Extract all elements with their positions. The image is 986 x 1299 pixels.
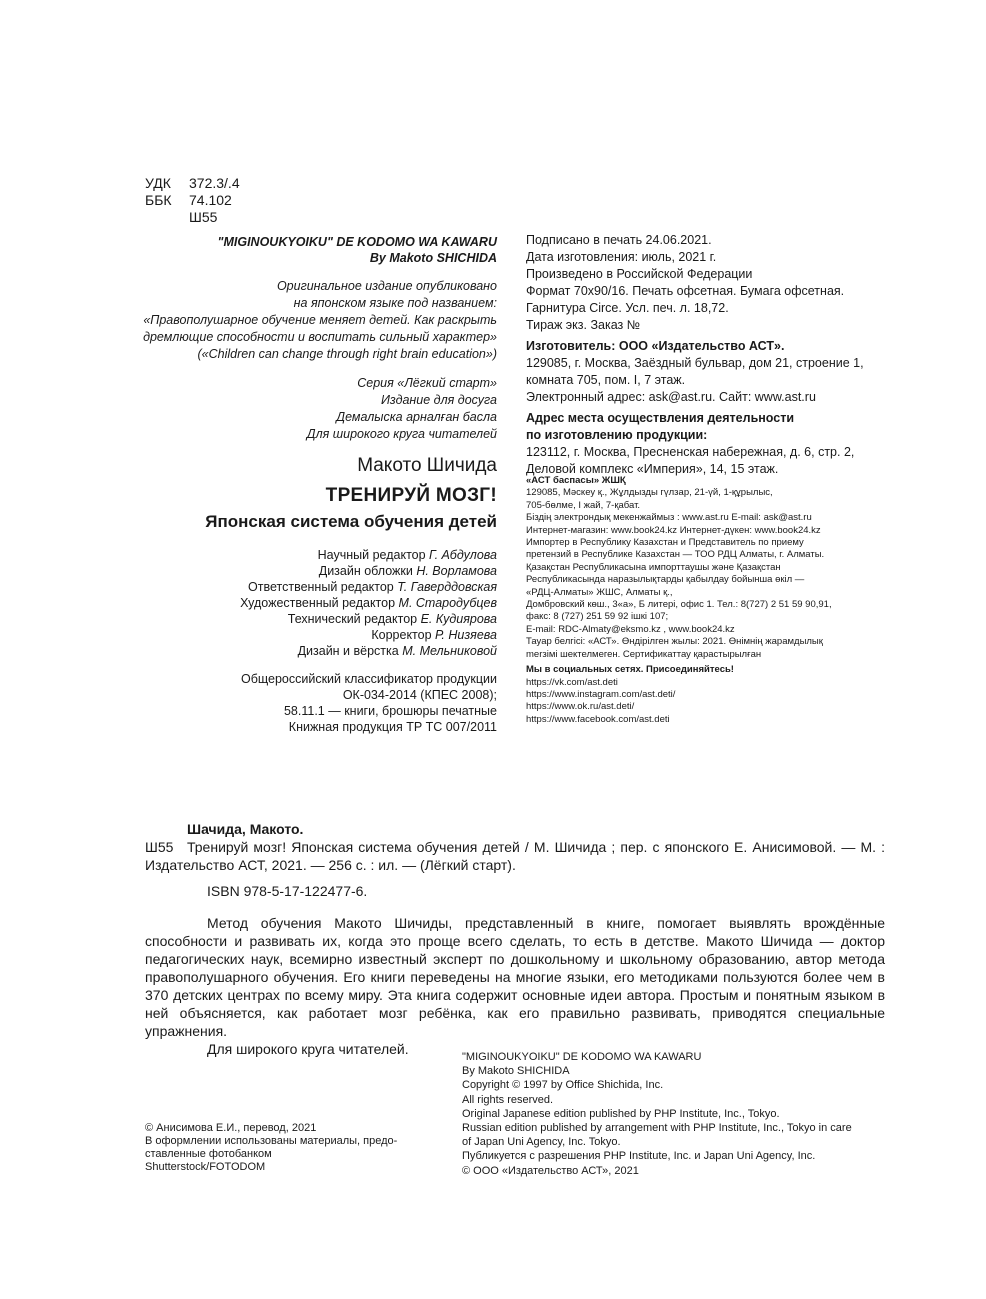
card-code: Ш55 <box>145 839 174 855</box>
original-author: By Makoto SHICHIDA <box>369 251 497 265</box>
card-entry <box>145 838 885 874</box>
book-title: ТРЕНИРУЙ МОЗГ! <box>325 485 497 506</box>
kz-heading: «АСТ баспасы» ЖШҚ <box>526 475 626 486</box>
production-info: Подписано в печать 24.06.2021. Дата изготовления: июль, 2021 г. Произведено в Российской Федерации Формат 70x90/16. Печать офсетная. Бумага офсетная. Гарнитура Circe. Усл. печ. л. 18,72. Тираж экз. Заказ № Изготовитель: ООО «Издательство АСТ». 129085, г. Москва, Заёздный бульвар, дом 21, строение 1, комната 705, пом. I, 7 этаж. Электронный адрес: ask@ast.ru. Сайт: www.ast.ru Адрес места осуществления деятельности по изготовлению продукции: 123112, г. Москва, Пресненская набережная, д. 6, стр. 2, Деловой комплекс «Империя», 14, 15 этаж. <box>526 232 906 478</box>
card-author: Шачида, Макото. <box>187 821 304 837</box>
social-link-instagram: https://www.instagram.com/ast.deti/ <box>526 688 676 700</box>
manufacturer-contacts: Электронный адрес: ask@ast.ru. Сайт: www.ast.ru <box>526 390 816 404</box>
staff-row: Корректор Р. Низяева <box>371 628 497 642</box>
social-link-ok: https://www.ok.ru/ast.deti/ <box>526 701 635 713</box>
staff-row: Дизайн обложки Н. Ворламова <box>318 564 497 578</box>
kazakhstan-info: «АСТ баспасы» ЖШҚ 129085, Мәскеу қ., Жұлдызды гүлзар, 21-үй, 1-құрылыс, 705-бөлме, I жай, 7-қабат. Біздің электрондық мекенжаймыз : www.ast.ru E-mail: ask@ast.ru Интернет-магазин: www.book24.kz Интернет-дүкен: www.book24.kz Импортер в Республику Казахстан и Представитель по приему претензий в Республике Казахстан — ТОО РДЦ Алматы, г. Алматы. Қазақстан Республикасына импорттаушы және Қазақстан Республикасында наразылықтарды қабылдау бойынша өкіл — «РДЦ-Алматы» ЖШС, Алматы қ., Домбровский көш., 3«а», Б литері, офис 1. Тел.: 8(727) 2 51 59 90,91, факс: 8 (727) 251 59 92 ішкі 107; E-mail: RDC-Almaty@eksmo.kz , www.book24.kz Тауар белгісі: «АСТ». Өндірілген жылы: 2021. Өнімнің жарамдылық merзімі шектелмеген. Сертификаттау қарастырылған Мы в социальных сетях. Присоединяйтесь! https://vk.com/ast.deti https://www.instagram.com/ast.deti/ https://www.ok.ru/ast.deti/ https://www.facebook.com/ast.deti <box>526 475 906 726</box>
udk-row: УДК 372.3/.4 <box>145 175 240 191</box>
staff-row: Научный редактор Г. Абдулова <box>317 548 497 562</box>
series-info: Серия «Лёгкий старт» Издание для досуга Демалыска арналған басла Для широкого круга читателей <box>306 376 497 441</box>
book-author: Макото Шичида <box>357 455 497 476</box>
staff-row: Дизайн и вёрстка М. Мельниковой <box>297 644 497 658</box>
left-column <box>137 234 497 735</box>
staff-row: Ответственный редактор Т. Гаверддовская <box>248 580 497 594</box>
staff-row: Технический редактор Е. Кудиярова <box>287 612 497 626</box>
bbk-row: ББК 74.102 <box>145 192 232 208</box>
social-label: Мы в социальных сетях. Присоединяйтесь! <box>526 664 734 676</box>
social-link-vk: https://vk.com/ast.deti <box>526 676 618 688</box>
classification-block <box>145 175 240 226</box>
book-subtitle: Японская система обучения детей <box>205 512 497 531</box>
isbn: ISBN 978-5-17-122477-6. <box>207 883 368 899</box>
staff-list <box>137 547 497 659</box>
copyright-left: © Анисимова Е.И., перевод, 2021 В оформлении использованы материалы, предо- ставленные фотобанком Shutterstock/FOTODOM <box>145 1122 398 1173</box>
audience: Для широкого круга читателей. <box>207 1041 409 1057</box>
staff-row: Художественный редактор М. Стародубцев <box>240 596 497 610</box>
original-note: Оригинальное издание опубликовано на японском языке под названием: «Правополушарное обучение меняет детей. Как раскрыть дремлющие способности и воспитать сильный характер» («Children can change through right brain education») <box>143 279 497 361</box>
abstract: Метод обучения Макото Шичиды, представленный в книге, помогает выявлять врождённые способности и развивать их, когда это проще всего сделать, то есть в детстве. Макото Шичида — доктор педагогических наук, всемирно известный эксперт по дошкольному и школьному образованию, автор метода правополушарного обучения. Его книги переведены на многие языки, его методиками пользуются более чем в 370 детских центрах по всему миру. Эта книга содержит основные идеи автора. Простым и понятным языком в ней объясняется, как работает мозг ребёнка, как его правильно развивать, приводятся специальные упражнения. <box>145 915 885 1039</box>
product-classifier: Общероссийский классификатор продукции ОК-034-2014 (КПЕС 2008); 58.11.1 — книги, брошюры печатные Книжная продукция ТР ТС 007/2011 <box>240 672 497 734</box>
card-entry-text: Тренируй мозг! Японская система обучения детей / М. Шичида ; пер. с японского Е. Анисимовой. — М. : Издательство АСТ, 2021. — 256 с. : ил. — (Лёгкий старт). <box>145 839 885 873</box>
author-mark-row: Ш55 <box>189 209 218 225</box>
library-card <box>145 820 885 1058</box>
social-link-facebook: https://www.facebook.com/ast.deti <box>526 713 670 725</box>
original-title: "MIGINOUKYOIKU" DE KODOMO WA KAWARU <box>217 235 497 249</box>
copyright-right: "MIGINOUKYOIKU" DE KODOMO WA KAWARU By Makoto SHICHIDA Copyright © 1997 by Office Shichida, Inc. All rights reserved. Original Japanese edition published by PHP Institute, Inc., Tokyo. Russian edition published by arrangement with PHP Institute, Inc., Tokyo in care of Japan Uni Agency, Inc. Tokyo. Публикуется с разрешения PHP Institute, Inc. и Japan Uni Agency, Inc. © ООО «Издательство АСТ», 2021 <box>462 1051 852 1177</box>
manufacturer-label: Изготовитель: ООО «Издательство АСТ». <box>526 339 785 353</box>
